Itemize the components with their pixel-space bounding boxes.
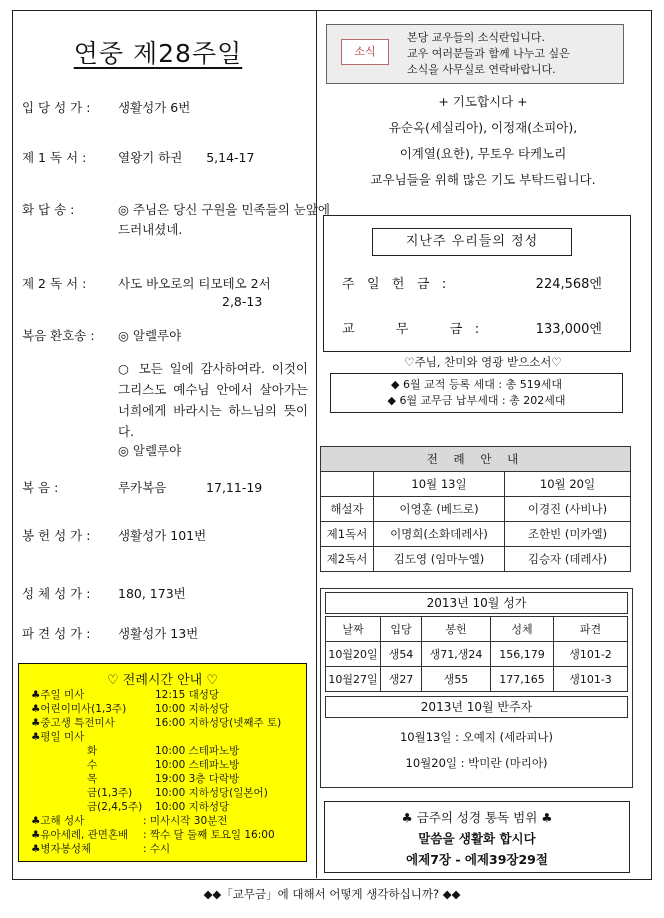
news-line: 소식을 사무실로 연락바랍니다. — [407, 63, 556, 76]
offering-amount: 133,000엔 — [535, 322, 602, 337]
accompanist-line: 10월20일 : 박미란 (마리아) — [405, 756, 548, 770]
mass-time-value: 16:00 지하성당(넷째주 토) — [155, 717, 282, 729]
mass-time-value: 10:00 지하성당 — [155, 703, 230, 715]
role-cell: 제1독서 — [321, 522, 374, 547]
table-header: 10월 13일 — [374, 472, 505, 497]
name-cell: 조한빈 (미카엘) — [505, 522, 631, 547]
offering-box — [323, 215, 631, 352]
news-box — [326, 24, 624, 84]
name-cell: 이경진 (사비나) — [505, 497, 631, 522]
mass-time-value: : 수시 — [143, 843, 171, 855]
column-divider — [316, 10, 317, 878]
news-logo: 소식 — [341, 39, 389, 65]
table-row — [321, 497, 631, 522]
table-cell: 생54 — [381, 642, 422, 667]
second-reading-ref: 2,8-13 — [222, 294, 263, 309]
stats-line: ◆ 6월 교적 등록 세대 : 총 519세대 — [391, 378, 562, 391]
accompanist-title: 2013년 10월 반주자 — [325, 696, 628, 718]
accompanist-line: 10월13일 : 오예지 (세라피나) — [399, 730, 554, 744]
first-reading-label: 제 1 독 서 : — [22, 150, 87, 165]
table-cell: 10월27일 — [326, 667, 381, 692]
gospel-value: 루카복음 17,11-19 — [118, 480, 263, 495]
communion-hymn-value: 180, 173번 — [118, 586, 186, 601]
mass-time-value: 10:00 지하성당(일본어) — [155, 787, 268, 799]
table-cell: 생101-2 — [554, 642, 628, 667]
table-cell: 생101-3 — [554, 667, 628, 692]
mass-time-day: 목 — [87, 773, 98, 785]
bible-reading-range: 에제7장 - 에제39장29절 — [406, 852, 548, 867]
entrance-hymn-value: 생활성가 6번 — [118, 100, 191, 115]
table-header: 날짜 — [326, 617, 381, 642]
second-reading-label: 제 2 독 서 : — [22, 276, 87, 291]
mass-time-value: 10:00 스테파노방 — [155, 745, 240, 757]
prayer-title: + 기도합시다 + — [438, 94, 528, 109]
first-reading-value: 열왕기 하권 5,14-17 — [118, 150, 255, 165]
mass-time-name: ♣주일 미사 — [31, 689, 85, 701]
table-header: 봉헌 — [422, 617, 491, 642]
table-row — [321, 547, 631, 572]
prayer-line: 이계열(요한), 무토우 타케노리 — [399, 146, 567, 161]
table-header: 10월 20일 — [505, 472, 631, 497]
mass-times-box — [18, 663, 307, 862]
table-cell — [321, 472, 374, 497]
entrance-hymn-label: 입 당 성 가 : — [22, 100, 91, 115]
responsorial-psalm-value: ◎ 주님은 당신 구원을 민족들의 눈앞에 드러내셨네. — [118, 202, 334, 237]
recessional-hymn-value: 생활성가 13번 — [118, 626, 199, 641]
table-header: 입당 — [381, 617, 422, 642]
table-cell: 10월20일 — [326, 642, 381, 667]
bible-reading-box — [324, 801, 630, 873]
parish-stats-box — [330, 373, 623, 413]
prayer-line: 유순옥(세실리아), 이정재(소피아), — [388, 120, 578, 135]
second-reading-value: 사도 바오로의 티모테오 2서 — [118, 276, 271, 291]
stats-line: ◆ 6월 교무금 납부세대 : 총 202세대 — [387, 394, 566, 407]
mass-time-name: ♣유아세례, 관면혼배 — [31, 829, 129, 841]
news-line: 교우 여러분들과 함께 나누고 싶은 — [407, 47, 570, 60]
mass-time-name: ♣중고생 특전미사 — [31, 717, 115, 729]
mass-time-name: ♣고해 성사 — [31, 815, 85, 827]
responsorial-psalm-label: 화 답 송 : — [22, 202, 75, 217]
liturgy-guide-table — [320, 446, 631, 572]
page-title: 연중 제28주일 — [73, 39, 243, 68]
gospel-acclamation-label: 복음 환호송 : — [22, 328, 95, 343]
communion-hymn-label: 성 체 성 가 : — [22, 586, 91, 601]
table-header: 파견 — [554, 617, 628, 642]
offertory-hymn-label: 봉 헌 성 가 : — [22, 528, 91, 543]
hymn-table — [325, 616, 628, 692]
mass-time-value: 12:15 대성당 — [155, 689, 220, 701]
recessional-hymn-label: 파 견 성 가 : — [22, 626, 91, 641]
gospel-acclamation-value: ◎ 알렐루야 — [118, 328, 182, 343]
table-row — [326, 667, 628, 692]
mass-time-day: 금(2,4,5주) — [87, 801, 143, 813]
table-row — [326, 642, 628, 667]
name-cell: 김도영 (임마누엘) — [374, 547, 505, 572]
gospel-label: 복 음 : — [22, 480, 59, 495]
offering-label: 교 무 금 : — [342, 322, 480, 337]
mass-time-value: 19:00 3층 다락방 — [155, 773, 240, 785]
table-cell: 생55 — [422, 667, 491, 692]
news-text — [407, 30, 613, 78]
table-row — [321, 522, 631, 547]
name-cell: 이영훈 (베드로) — [374, 497, 505, 522]
mass-time-name: ♣평일 미사 — [31, 731, 85, 743]
hymn-title: 2013년 10월 성가 — [325, 592, 628, 614]
mass-time-name: ♣어린이미사(1,3주) — [31, 703, 127, 715]
bible-reading-title: ♣ 금주의 성경 통독 범위 ♣ — [401, 810, 553, 825]
mass-time-day: 수 — [87, 759, 98, 771]
name-cell: 김승자 (데레사) — [505, 547, 631, 572]
prayer-line: 교우님들을 위해 많은 기도 부탁드립니다. — [370, 172, 596, 187]
footer-question: ◆◆「교무금」에 대해서 어떻게 생각하십니까? ◆◆ — [203, 887, 461, 901]
name-cell: 이명희(소화데레사) — [374, 522, 505, 547]
table-cell: 156,179 — [491, 642, 554, 667]
table-cell: 생71,생24 — [422, 642, 491, 667]
table-cell: 생27 — [381, 667, 422, 692]
mass-time-value: 10:00 스테파노방 — [155, 759, 240, 771]
mass-time-value: : 미사시작 30분전 — [143, 815, 228, 827]
alleluia-repeat: ◎ 알렐루야 — [118, 443, 182, 458]
mass-time-value: 10:00 지하성당 — [155, 801, 230, 813]
mass-time-name: ♣병자봉성체 — [31, 843, 92, 855]
table-cell: 177,165 — [491, 667, 554, 692]
mass-time-value: : 짝수 달 둘째 토요일 16:00 — [143, 829, 275, 841]
mass-time-day: 화 — [87, 745, 98, 757]
liturgy-guide-title: 전 례 안 내 — [321, 447, 631, 472]
mass-times-title: ♡ 전례시간 안내 ♡ — [106, 673, 219, 688]
acclamation-verse: ○ 모든 일에 감사하여라. 이것이 그리스도 예수님 안에서 살아가는 너희에게 바라시는 하느님의 뜻이다. — [118, 361, 308, 439]
table-header: 성체 — [491, 617, 554, 642]
role-cell: 해설자 — [321, 497, 374, 522]
news-line: 본당 교우들의 소식란입니다. — [407, 31, 546, 44]
offering-amount: 224,568엔 — [535, 277, 602, 292]
blessing-text: ♡주님, 찬미와 영광 받으소서♡ — [404, 355, 562, 369]
offertory-hymn-value: 생활성가 101번 — [118, 528, 207, 543]
mass-time-day: 금(1,3주) — [87, 787, 133, 799]
role-cell: 제2독서 — [321, 547, 374, 572]
offering-label: 주 일 헌 금 : — [342, 277, 447, 292]
offering-title: 지난주 우리들의 정성 — [372, 228, 572, 256]
bible-reading-slogan: 말씀을 생활화 합시다 — [418, 831, 536, 846]
